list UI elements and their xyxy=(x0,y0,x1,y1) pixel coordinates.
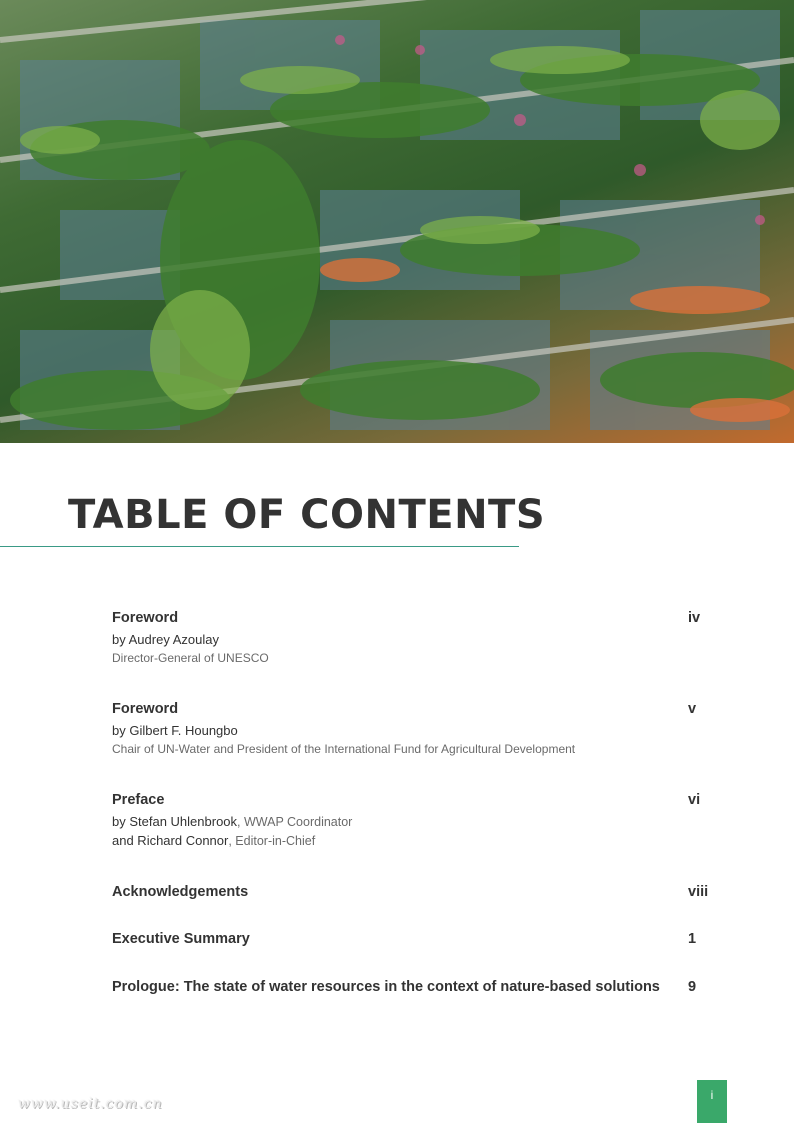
toc-entry-title: Acknowledgements xyxy=(112,884,249,900)
toc-entry[interactable] xyxy=(112,701,712,756)
toc-entry-author: by Gilbert F. Houngbo xyxy=(112,723,238,738)
toc-entry-page: 1 xyxy=(688,931,697,947)
toc-entry[interactable] xyxy=(112,884,712,900)
hero-photo xyxy=(0,0,794,443)
page-number-tab xyxy=(697,1080,727,1123)
toc-entry-page: vi xyxy=(688,792,701,808)
toc-entry[interactable] xyxy=(112,610,712,665)
toc-entry[interactable] xyxy=(112,931,712,947)
toc-entry-title: Executive Summary xyxy=(112,931,250,947)
toc-entry-title: Foreword xyxy=(112,701,179,717)
title-divider xyxy=(0,546,519,547)
green-facade-illustration xyxy=(0,0,794,443)
toc-entry-author: by Stefan Uhlenbrook, WWAP Coordinator xyxy=(112,814,353,829)
toc-entry-title: Foreword xyxy=(112,610,179,626)
page-title: TABLE OF CONTENTS xyxy=(68,492,546,538)
toc-entry-role: Chair of UN-Water and President of the International Fund for Agricultural Development xyxy=(112,742,576,756)
toc-entry-role: Director-General of UNESCO xyxy=(112,651,269,665)
toc-entry[interactable] xyxy=(112,979,712,995)
toc-entry-page: iv xyxy=(688,610,701,626)
watermark: www.useit.com.cn xyxy=(18,1096,163,1112)
toc-entry-title: Preface xyxy=(112,792,165,808)
toc-entry-page: v xyxy=(688,701,697,717)
toc-entry-page: viii xyxy=(688,884,709,900)
toc-entry-author: and Richard Connor, Editor-in-Chief xyxy=(112,833,316,848)
toc-entry-title: Prologue: The state of water resources in the context of nature-based solutions xyxy=(112,979,660,995)
toc-entry[interactable] xyxy=(112,792,712,848)
toc-entry-page: 9 xyxy=(688,979,697,995)
page-number: i xyxy=(710,1088,714,1102)
toc-entry-author: by Audrey Azoulay xyxy=(112,632,219,647)
